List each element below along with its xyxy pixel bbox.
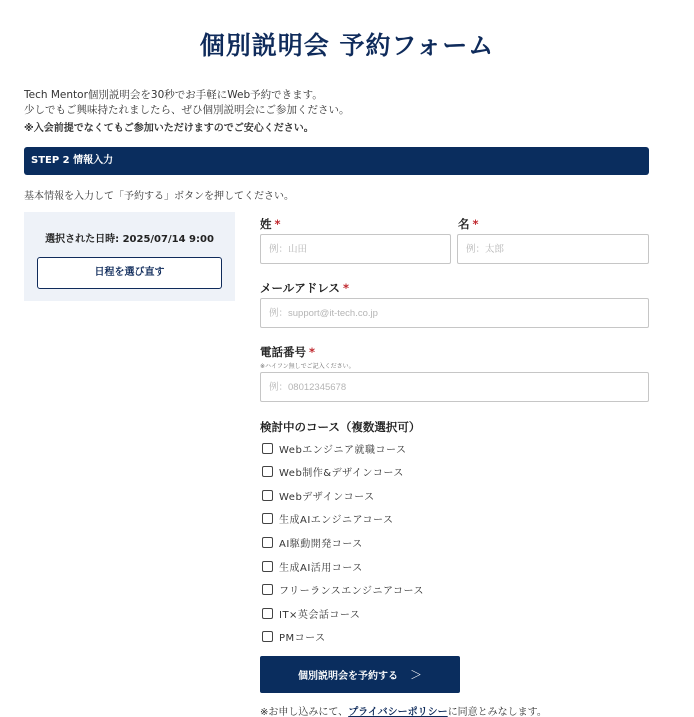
course-option[interactable] — [262, 582, 424, 598]
course-label: AI駆動開発コース — [279, 538, 363, 550]
course-option[interactable] — [262, 511, 394, 527]
submit-reservation-button[interactable] — [260, 656, 460, 693]
course-label: IT×英会話コース — [279, 609, 361, 621]
course-option[interactable] — [262, 464, 404, 480]
privacy-consent — [260, 703, 547, 717]
last-name-input[interactable] — [260, 234, 451, 264]
required-mark: * — [342, 281, 349, 295]
course-checkbox[interactable] — [262, 631, 273, 642]
course-option[interactable] — [262, 605, 360, 621]
course-label: Web制作&デザインコース — [279, 468, 404, 480]
step-instruction: 基本情報を入力して「予約する」ボタンを押してください。 — [24, 191, 294, 202]
course-checkbox[interactable] — [262, 584, 273, 595]
first-name-input[interactable] — [457, 234, 649, 264]
phone-label — [260, 344, 315, 360]
phone-input[interactable] — [260, 372, 649, 402]
last-name-label — [260, 216, 281, 232]
selected-date-text: 選択された日時: 2025/07/14 9:00 — [45, 234, 214, 245]
step-header: STEP 2 情報入力 — [24, 147, 649, 175]
submit-label: 個別説明会を予約する — [297, 671, 398, 682]
reschedule-button[interactable]: 日程を選び直す — [37, 257, 222, 289]
course-option[interactable] — [262, 487, 375, 503]
email-label — [260, 280, 349, 296]
course-checkbox[interactable] — [262, 466, 273, 477]
chevron-right-icon: ＞ — [409, 668, 422, 682]
course-option[interactable] — [262, 440, 407, 456]
intro-line-2: 少しでもご興味持たれましたら、ぜひ個別説明会にご参加ください。 — [24, 104, 350, 116]
intro-line-1: Tech Mentor個別説明会を30秒でお手軽にWeb予約できます。 — [24, 89, 323, 101]
courses-label: 検討中のコース（複数選択可） — [260, 420, 421, 434]
course-option[interactable] — [262, 534, 363, 550]
course-label: 生成AI活用コース — [279, 562, 363, 574]
course-checkbox[interactable] — [262, 537, 273, 548]
course-checkbox[interactable] — [262, 490, 273, 501]
intro-text — [24, 88, 350, 136]
selected-date-panel — [24, 212, 235, 301]
first-name-label-text: 名 — [458, 217, 470, 231]
course-label: Webデザインコース — [279, 491, 375, 503]
privacy-policy-link[interactable]: プライバシーポリシー — [348, 707, 448, 717]
course-checkbox[interactable] — [262, 443, 273, 454]
consent-prefix: ※お申し込みにて、 — [260, 707, 349, 717]
email-label-text: メールアドレス — [260, 281, 340, 295]
intro-note: ※入会前提でなくてもご参加いただけますのでご安心ください。 — [24, 123, 314, 134]
consent-suffix: に同意とみなします。 — [447, 707, 547, 717]
last-name-label-text: 姓 — [260, 217, 272, 231]
course-label: Webエンジニア就職コース — [279, 444, 407, 456]
course-label: フリーランスエンジニアコース — [279, 586, 425, 598]
course-checkbox[interactable] — [262, 561, 273, 572]
page-title: 個別説明会 予約フォーム — [199, 31, 495, 60]
course-label: 生成AIエンジニアコース — [279, 515, 394, 527]
course-label: PMコース — [279, 633, 326, 645]
required-mark: * — [472, 217, 479, 231]
course-checkbox[interactable] — [262, 608, 273, 619]
course-option[interactable] — [262, 629, 326, 645]
course-option[interactable] — [262, 558, 363, 574]
phone-label-text: 電話番号 — [260, 345, 306, 359]
phone-note: ※ハイフン無しでご記入ください。 — [260, 363, 355, 370]
course-checkbox[interactable] — [262, 513, 273, 524]
required-mark: * — [309, 345, 316, 359]
email-input[interactable] — [260, 298, 649, 328]
first-name-label — [458, 216, 479, 232]
required-mark: * — [274, 217, 281, 231]
